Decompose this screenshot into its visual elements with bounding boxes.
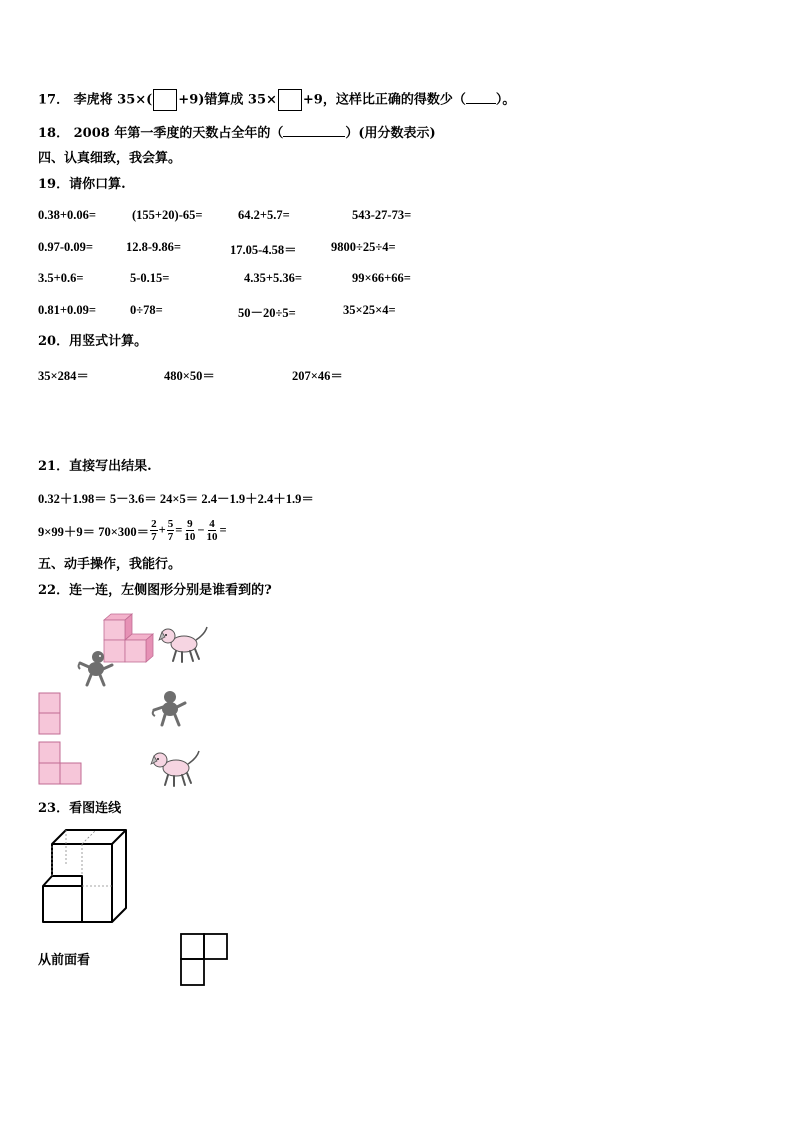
q19-cell: 35×25×4=	[343, 303, 396, 317]
cube-solid-drawing	[38, 828, 130, 924]
q19-cell: 543-27-73=	[352, 208, 412, 222]
equals-sign: =	[219, 523, 227, 537]
monkey-icon	[76, 650, 116, 688]
q18-answer-blank[interactable]	[283, 136, 345, 137]
q19-cell: (155+20)-65=	[132, 208, 203, 222]
q17-number: 17．	[38, 92, 70, 108]
q18-number: 18．	[38, 126, 70, 141]
q21-fraction-1: $\frac{2}{7}$	[151, 518, 157, 543]
plus-sign: +	[158, 523, 166, 537]
q22-title: 22．连一连，左侧图形分别是谁看到的?	[38, 583, 272, 598]
q17-text-b: +9)错算成 35×	[178, 92, 277, 108]
q18-text-b: ）(用分数表示)	[345, 126, 436, 141]
minus-sign: −	[197, 523, 205, 537]
q19-title: 19．请你口算.	[38, 177, 126, 192]
q20-item: 480×50＝	[164, 369, 215, 383]
q19-cell: 99×66+66=	[352, 271, 411, 285]
q19-cell: 3.5+0.6=	[38, 271, 84, 285]
dog-icon	[158, 624, 210, 664]
q19-cell: 4.35+5.36=	[244, 271, 302, 285]
q19-cell: 64.2+5.7=	[238, 208, 290, 222]
q18-text-a: 2008 年第一季度的天数占全年的（	[73, 126, 284, 141]
q17-text-c: +9，这样比正确的得数少（	[302, 92, 466, 108]
equals-sign: =	[175, 523, 183, 537]
q19-cell: 50－20÷5=	[238, 306, 296, 320]
view-shape-b[interactable]	[38, 741, 84, 787]
q19-cell: 0.97-0.09=	[38, 240, 94, 254]
q17-text-d: ）。	[495, 92, 516, 108]
q17-text-a: 李虎将 35×(	[73, 92, 153, 108]
q18-line	[38, 126, 436, 142]
q21-row-2	[38, 518, 227, 543]
q23-title: 23．看图连线	[38, 801, 122, 816]
q19-cell: 0÷78=	[130, 303, 163, 317]
view-shape-a[interactable]	[38, 692, 62, 736]
q21-fraction-2: $\frac{5}{7}$	[167, 518, 174, 543]
q17-box-1[interactable]	[153, 89, 177, 111]
front-view-shape[interactable]	[179, 932, 231, 988]
q20-item: 35×284＝	[38, 369, 89, 383]
q21-row-1: 0.32＋1.98＝ 5－3.6＝ 24×5＝ 2.4－1.9＋2.4＋1.9＝	[38, 492, 314, 506]
q17-box-2[interactable]	[278, 89, 302, 111]
q19-cell: 5-0.15=	[130, 271, 170, 285]
section-5-heading: 五、动手操作，我能行。	[38, 557, 182, 572]
q20-title: 20．用竖式计算。	[38, 334, 148, 349]
q21-fraction-4: $\frac{4}{10}$	[206, 518, 218, 543]
q19-cell: 17.05-4.58＝	[230, 243, 297, 257]
q19-cell: 0.38+0.06=	[38, 208, 96, 222]
section-4-heading: 四、认真细致，我会算。	[38, 151, 182, 166]
monkey-icon[interactable]	[150, 690, 190, 728]
q19-cell: 12.8-9.86=	[126, 240, 182, 254]
q21-title: 21．直接写出结果.	[38, 459, 152, 474]
q17-answer-blank[interactable]	[466, 103, 496, 104]
q20-item: 207×46＝	[292, 369, 343, 383]
q17-line	[38, 89, 515, 111]
dog-icon[interactable]	[150, 748, 202, 788]
q21-fraction-3: $\frac{9}{10}$	[184, 518, 196, 543]
q19-cell: 9800÷25÷4=	[331, 240, 396, 254]
q21-row-2-text: 9×99＋9＝ 70×300＝	[38, 524, 150, 539]
q19-cell: 0.81+0.09=	[38, 303, 96, 317]
q23-label: 从前面看	[38, 953, 91, 968]
